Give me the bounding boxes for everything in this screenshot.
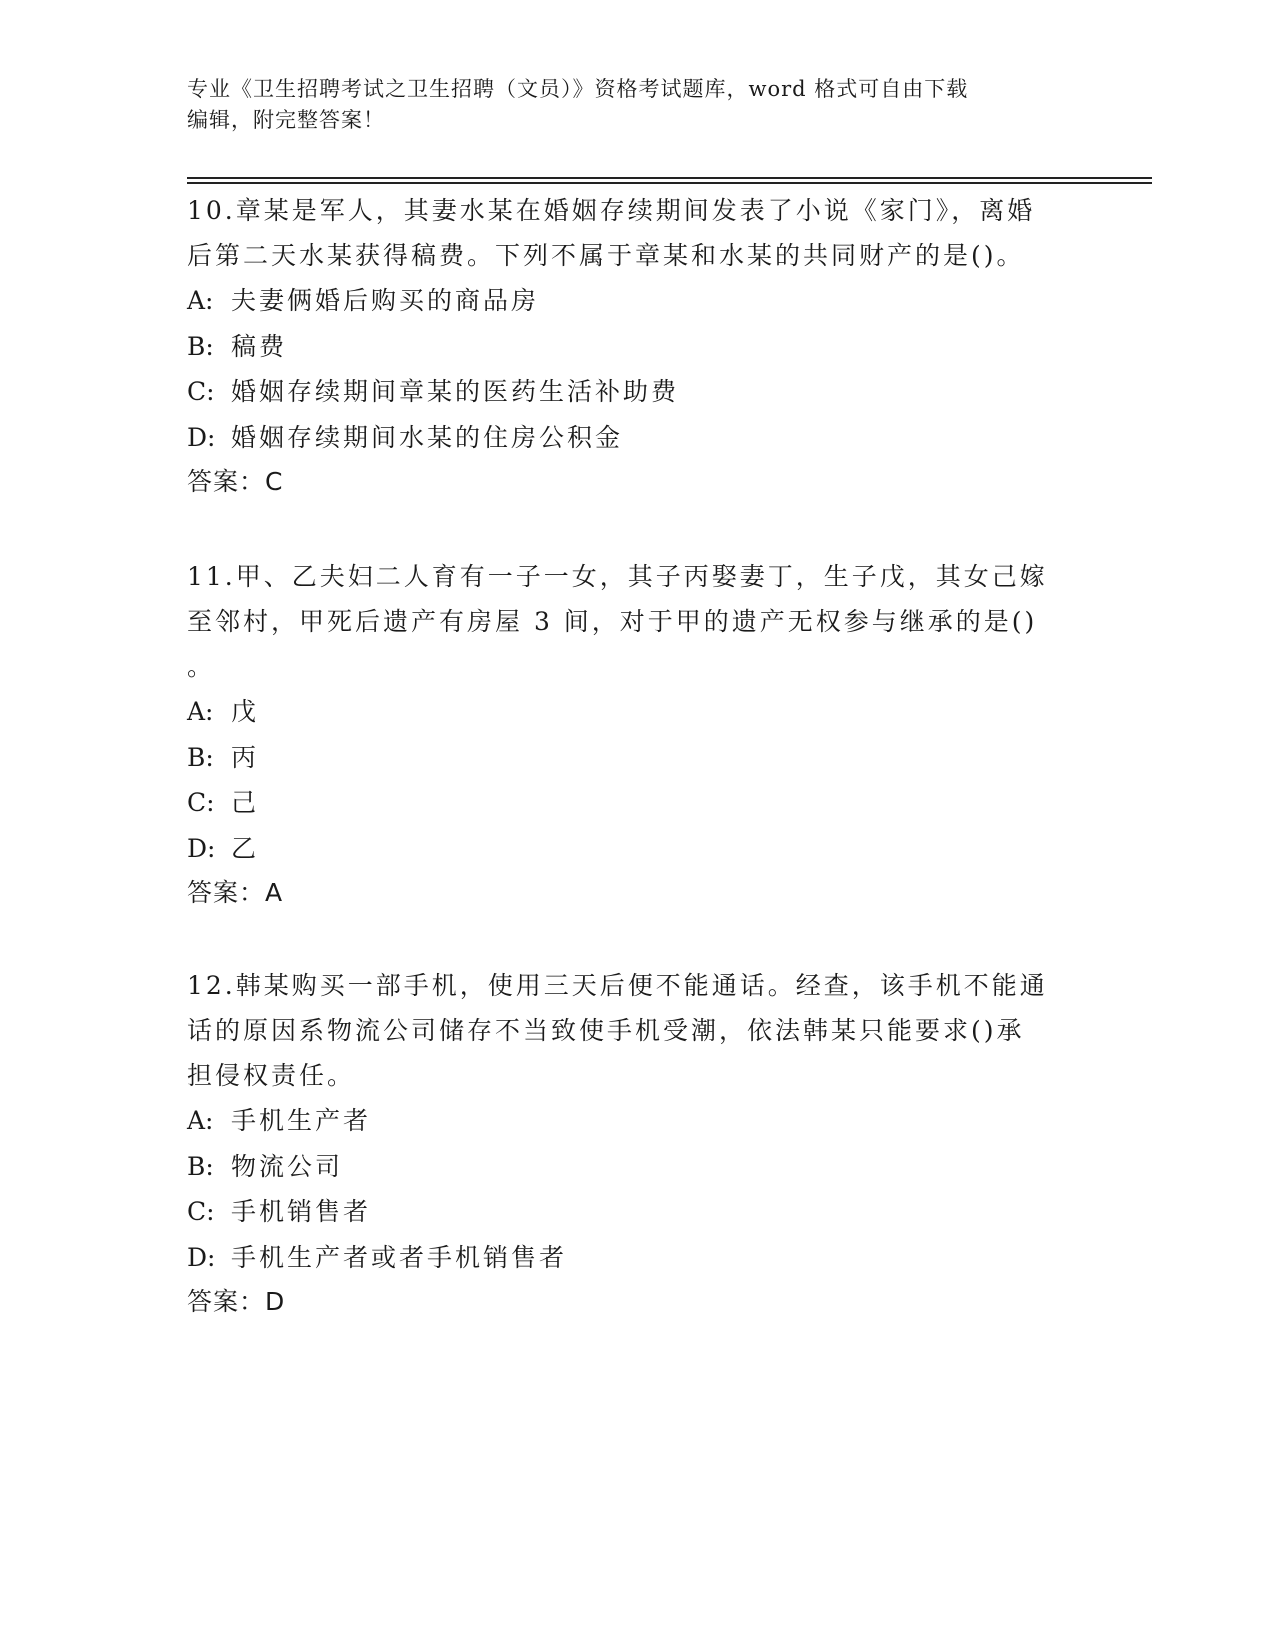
option-key: C: <box>187 377 215 406</box>
option-a <box>187 278 1087 324</box>
question-11 <box>187 554 1087 915</box>
option-text: 乙 <box>231 833 260 863</box>
question-stem-line: 。 <box>187 652 216 681</box>
answer-line: 答案：A <box>187 878 284 907</box>
option-key: D: <box>187 422 216 452</box>
option-d <box>187 826 1087 872</box>
header-intro-line-1: 专业《卫生招聘考试之卫生招聘（文员）》资格考试题库，word 格式可自由下载 <box>187 77 969 101</box>
option-text: 丙 <box>231 742 260 772</box>
option-text: 夫妻俩婚后购买的商品房 <box>231 286 540 315</box>
question-10 <box>187 188 1087 504</box>
question-stem-line: 话的原因系物流公司储存不当致使手机受潮，依法韩某只能要求()承 <box>187 1016 1025 1045</box>
option-a <box>187 689 1087 735</box>
option-text: 婚姻存续期间章某的医药生活补助费 <box>231 377 680 406</box>
option-b <box>187 735 1087 781</box>
option-text: 稿费 <box>231 331 288 361</box>
option-text: 己 <box>231 788 260 817</box>
option-text: 手机生产者 <box>231 1106 372 1135</box>
header-intro-line-2: 编辑，附完整答案！ <box>187 108 385 132</box>
option-key: A: <box>187 286 214 315</box>
option-a <box>187 1098 1087 1144</box>
option-key: C: <box>187 788 215 817</box>
question-stem-line: 担侵权责任。 <box>187 1061 356 1090</box>
option-key: C: <box>187 1197 215 1226</box>
question-stem-line: 至邻村，甲死后遗产有房屋 3 间，对于甲的遗产无权参与继承的是() <box>187 607 1038 636</box>
option-c <box>187 369 1087 415</box>
question-stem-line: 10.章某是军人，其妻水某在婚姻存续期间发表了小说《家门》，离婚 <box>187 196 1036 225</box>
answer-line: 答案：C <box>187 467 284 496</box>
option-b <box>187 1144 1087 1190</box>
question-stem-line: 12.韩某购买一部手机，使用三天后便不能通话。经查，该手机不能通 <box>187 971 1048 1000</box>
option-text: 物流公司 <box>231 1151 344 1181</box>
option-text: 手机销售者 <box>231 1197 372 1226</box>
header-divider-bottom <box>187 182 1152 184</box>
question-12 <box>187 963 1087 1324</box>
header-divider-top <box>187 177 1152 179</box>
option-d <box>187 1235 1087 1281</box>
option-key: A: <box>187 1106 214 1135</box>
option-key: D: <box>187 1242 216 1272</box>
option-key: B: <box>187 742 214 772</box>
answer-line: 答案：D <box>187 1287 286 1316</box>
option-b <box>187 324 1087 370</box>
option-key: A: <box>187 697 214 726</box>
option-text: 戊 <box>231 697 260 726</box>
option-d <box>187 415 1087 461</box>
option-key: B: <box>187 1151 214 1181</box>
document-header <box>187 74 1087 136</box>
option-c <box>187 780 1087 826</box>
question-stem-line: 11.甲、乙夫妇二人育有一子一女，其子丙娶妻丁，生子戊，其女己嫁 <box>187 562 1048 591</box>
option-text: 婚姻存续期间水某的住房公积金 <box>231 422 624 452</box>
option-key: B: <box>187 331 214 361</box>
question-stem-line: 后第二天水某获得稿费。下列不属于章某和水某的共同财产的是()。 <box>187 241 1025 270</box>
option-text: 手机生产者或者手机销售者 <box>231 1242 568 1272</box>
option-c <box>187 1189 1087 1235</box>
option-key: D: <box>187 833 216 863</box>
